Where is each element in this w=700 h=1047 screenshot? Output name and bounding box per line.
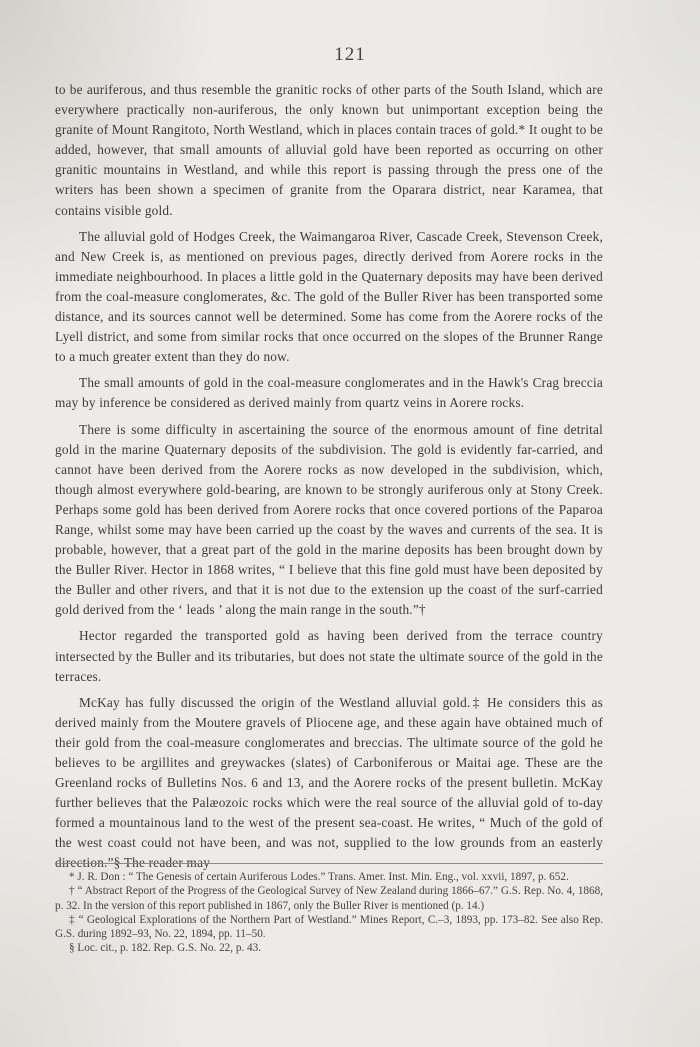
paragraph-3: The small amounts of gold in the coal-measure conglomerates and in the Hawk's Crag breccia may by inference be considered as derived mainly from quartz veins in Aorere rocks. xyxy=(55,375,603,411)
paragraph-4: There is some difficulty in ascertaining the source of the enormous amount of fine detrital gold in the marine Quaternary deposits of the subdivision. The gold is evidently far-carried, and cannot have been derived from the Aorere rocks as now developed in the subdivision, which, though almost everywhere gold-bearing, are known to be strongly auriferous only at Stony Creek. Perhaps some gold has been derived from Aorere rocks that once covered portions of the Paparoa Range, whilst some may have been carried up the coast by the waves and currents of the sea. It is probable, however, that a great part of the gold in the marine deposits has been brought down by the Buller River. Hector in 1868 writes, “ I believe that this fine gold must have been deposited by the Buller and other rivers, and that it is not due to the extension up the coast of the surf-carried gold derived from the ‘ leads ’ along the main range in the south.”† xyxy=(55,421,603,618)
footnote-3: ‡ “ Geological Explorations of the Northern Part of Westland.” Mines Report, C.–3, 1893, pp. 173–82. See also Rep. G.S. during 1892–93, No. 22, 1894, pp. 11–50. xyxy=(55,913,603,941)
paragraph-2: The alluvial gold of Hodges Creek, the Waimangaroa River, Cascade Creek, Stevenson Creek, and New Creek is, as mentioned on previous pages, directly derived from Aorere rocks in the immediate neighbourhood. In places a little gold in the Quaternary deposits may have been derived from the coal-measure conglomerates, &c. The gold of the Buller River has been transported some distance, and its sources cannot well be determined. Some has come from the Aorere rocks of the Lyell district, and some from similar rocks that once occurred on the slopes of the Brunner Range to a much greater extent than they do now. xyxy=(55,228,603,365)
paragraph-6: McKay has fully discussed the origin of the Westland alluvial gold.‡ He considers this as derived mainly from the Moutere gravels of Pliocene age, and these again have obtained much of their gold from the coal-measure conglomerates and breccias. The ultimate source of the gold he believes to be argillites and greywackes (slates) of Carboniferous or Maitai age. These are the Greenland rocks of Bulletins Nos. 6 and 13, and the Aorere rocks of the present bulletin. McKay further believes that the Palæozoic rocks which were the real source of the alluvial gold of to-day formed a mountainous land to the west of the present sea-coast. He writes, “ Much of the gold of the west coast could not have been, and was not, supplied to the low grounds from an easterly direction.”§ The reader may xyxy=(55,694,603,871)
footnotes xyxy=(55,870,603,956)
footnote-4: § Loc. cit., p. 182. Rep. G.S. No. 22, p. 43. xyxy=(69,942,262,955)
paragraph-5: Hector regarded the transported gold as having been derived from the terrace country intersected by the Buller and its tributaries, but does not state the ultimate source of the gold in the terraces. xyxy=(55,628,603,684)
footnote-2: † “ Abstract Report of the Progress of the Geological Survey of New Zealand during 1866–67.” G.S. Rep. No. 4, 1868, p. 32. In the version of this report published in 1867, only the Buller River is mentioned (p. 14.) xyxy=(55,885,603,912)
body-text xyxy=(55,80,603,880)
paragraph-1: to be auriferous, and thus resemble the granitic rocks of other parts of the South Island, which are everywhere practically non-auriferous, the only known but unimportant exception being the granite of Mount Rangitoto, North Westland, which in places contain traces of gold.* It ought to be added, however, that small amounts of alluvial gold have been reported as occurring on other granitic mountains in Westland, and while this report is passing through the press one of the writers has been shown a specimen of granite from the Oparara district, near Karamea, that contains visible gold. xyxy=(55,82,603,218)
footnote-divider xyxy=(55,863,603,864)
footnote-1: * J. R. Don : “ The Genesis of certain Auriferous Lodes.” Trans. Amer. Inst. Min. Eng., vol. xxvii, 1897, p. 652. xyxy=(69,871,569,883)
page-number: 121 xyxy=(334,44,366,65)
